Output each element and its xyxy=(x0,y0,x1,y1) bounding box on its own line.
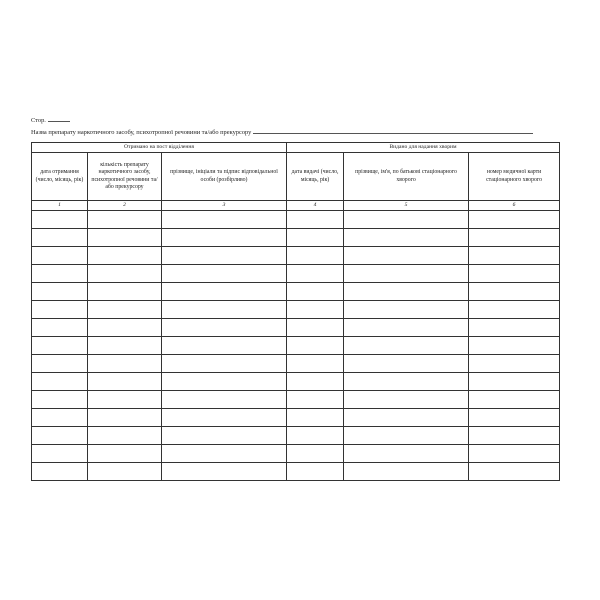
table-cell[interactable] xyxy=(344,427,469,445)
table-cell[interactable] xyxy=(469,229,560,247)
col-number: 4 xyxy=(287,201,344,211)
group-header-row xyxy=(32,143,560,153)
table-cell[interactable] xyxy=(344,337,469,355)
table-row xyxy=(32,463,560,481)
table-cell[interactable] xyxy=(344,229,469,247)
table-cell[interactable] xyxy=(469,211,560,229)
col-header-quantity: кількість препарату наркотичного засобу, психотропної речовини та/або прекурсору xyxy=(88,153,162,201)
table-cell[interactable] xyxy=(344,409,469,427)
table-row xyxy=(32,229,560,247)
col-header-medical-card-number: номер медичної карти стаціонарного хворого xyxy=(469,153,560,201)
table-cell[interactable] xyxy=(469,391,560,409)
drug-name-label: Назва препарату наркотичного засобу, психотропної речовини та/або прекурсору xyxy=(31,129,252,136)
table-cell[interactable] xyxy=(344,463,469,481)
table-row xyxy=(32,319,560,337)
table-cell[interactable] xyxy=(162,229,287,247)
table-cell[interactable] xyxy=(88,229,162,247)
table-cell[interactable] xyxy=(469,337,560,355)
group-received-header: Отримано на пост відділення xyxy=(32,143,287,153)
table-cell[interactable] xyxy=(88,283,162,301)
table-cell[interactable] xyxy=(287,265,344,283)
table-cell[interactable] xyxy=(162,301,287,319)
table-row xyxy=(32,211,560,229)
table-cell[interactable] xyxy=(88,337,162,355)
table-cell[interactable] xyxy=(344,301,469,319)
drug-register-table xyxy=(31,142,560,481)
table-cell[interactable] xyxy=(469,463,560,481)
col-header-responsible-person: прізвище, ініціали та підпис відповідальної особи (розбірливо) xyxy=(162,153,287,201)
col-header-issue-date: дата видачі (число, місяць, рік) xyxy=(287,153,344,201)
table-cell[interactable] xyxy=(32,463,88,481)
table-cell[interactable] xyxy=(32,427,88,445)
table-cell[interactable] xyxy=(88,373,162,391)
col-number: 6 xyxy=(469,201,560,211)
drug-name-field[interactable] xyxy=(253,128,533,134)
table-cell[interactable] xyxy=(88,391,162,409)
table-cell[interactable] xyxy=(162,337,287,355)
table-row xyxy=(32,283,560,301)
table-cell[interactable] xyxy=(344,211,469,229)
table-cell[interactable] xyxy=(32,409,88,427)
table-cell[interactable] xyxy=(88,463,162,481)
drug-name-line xyxy=(31,128,533,136)
table-cell[interactable] xyxy=(162,247,287,265)
table-cell[interactable] xyxy=(344,265,469,283)
table-cell[interactable] xyxy=(287,445,344,463)
table-cell[interactable] xyxy=(88,409,162,427)
table-cell[interactable] xyxy=(162,355,287,373)
table-cell[interactable] xyxy=(287,301,344,319)
table-cell[interactable] xyxy=(162,373,287,391)
table-cell[interactable] xyxy=(88,355,162,373)
page-number-field[interactable] xyxy=(48,116,70,122)
table-cell[interactable] xyxy=(469,319,560,337)
table-row xyxy=(32,247,560,265)
col-header-patient-name: прізвище, ім'я, по батькові стаціонарного хворого xyxy=(344,153,469,201)
table-cell[interactable] xyxy=(32,229,88,247)
table-cell[interactable] xyxy=(162,283,287,301)
table-cell[interactable] xyxy=(88,445,162,463)
table-row xyxy=(32,355,560,373)
table-cell[interactable] xyxy=(344,283,469,301)
column-number-row xyxy=(32,201,560,211)
table-cell[interactable] xyxy=(162,319,287,337)
table-cell[interactable] xyxy=(344,355,469,373)
table-cell[interactable] xyxy=(32,391,88,409)
table-cell[interactable] xyxy=(287,283,344,301)
table-cell[interactable] xyxy=(344,319,469,337)
table-row xyxy=(32,409,560,427)
table-cell[interactable] xyxy=(287,319,344,337)
table-cell[interactable] xyxy=(469,427,560,445)
table-cell[interactable] xyxy=(162,391,287,409)
table-cell[interactable] xyxy=(344,373,469,391)
col-header-receipt-date: дата отримання (число, місяць, рік) xyxy=(32,153,88,201)
table-cell[interactable] xyxy=(32,373,88,391)
table-cell[interactable] xyxy=(88,427,162,445)
table-cell[interactable] xyxy=(287,391,344,409)
col-number: 1 xyxy=(32,201,88,211)
group-issued-header: Видано для надання хворим xyxy=(287,143,560,153)
table-cell[interactable] xyxy=(88,301,162,319)
table-cell[interactable] xyxy=(344,247,469,265)
table-cell[interactable] xyxy=(469,283,560,301)
table-row xyxy=(32,445,560,463)
table-cell[interactable] xyxy=(32,301,88,319)
table-cell[interactable] xyxy=(287,211,344,229)
col-number: 3 xyxy=(162,201,287,211)
table-row xyxy=(32,265,560,283)
table-cell[interactable] xyxy=(469,445,560,463)
register-body xyxy=(32,211,560,481)
table-cell[interactable] xyxy=(32,265,88,283)
page-number-line xyxy=(31,116,70,124)
table-cell[interactable] xyxy=(287,355,344,373)
table-cell[interactable] xyxy=(287,247,344,265)
table-cell[interactable] xyxy=(287,373,344,391)
table-cell[interactable] xyxy=(162,427,287,445)
table-cell[interactable] xyxy=(32,337,88,355)
table-cell[interactable] xyxy=(469,409,560,427)
table-cell[interactable] xyxy=(162,409,287,427)
table-cell[interactable] xyxy=(469,247,560,265)
table-cell[interactable] xyxy=(287,409,344,427)
table-cell[interactable] xyxy=(469,355,560,373)
table-cell[interactable] xyxy=(287,427,344,445)
table-cell[interactable] xyxy=(162,211,287,229)
table-cell[interactable] xyxy=(88,211,162,229)
table-cell[interactable] xyxy=(88,265,162,283)
table-cell[interactable] xyxy=(469,265,560,283)
table-cell[interactable] xyxy=(32,247,88,265)
table-cell[interactable] xyxy=(469,301,560,319)
table-cell[interactable] xyxy=(469,373,560,391)
table-cell[interactable] xyxy=(162,463,287,481)
table-cell[interactable] xyxy=(32,319,88,337)
table-row xyxy=(32,427,560,445)
table-cell[interactable] xyxy=(287,337,344,355)
table-cell[interactable] xyxy=(32,355,88,373)
table-cell[interactable] xyxy=(287,463,344,481)
table-row xyxy=(32,301,560,319)
table-cell[interactable] xyxy=(32,211,88,229)
table-cell[interactable] xyxy=(88,247,162,265)
table-cell[interactable] xyxy=(32,445,88,463)
table-cell[interactable] xyxy=(344,391,469,409)
col-number: 5 xyxy=(344,201,469,211)
table-row xyxy=(32,337,560,355)
table-cell[interactable] xyxy=(162,265,287,283)
table-cell[interactable] xyxy=(344,445,469,463)
col-number: 2 xyxy=(88,201,162,211)
table-row xyxy=(32,391,560,409)
table-row xyxy=(32,373,560,391)
table-cell[interactable] xyxy=(287,229,344,247)
table-cell[interactable] xyxy=(88,319,162,337)
column-header-row xyxy=(32,153,560,201)
table-cell[interactable] xyxy=(162,445,287,463)
page-number-label: Стор. xyxy=(31,117,46,124)
table-cell[interactable] xyxy=(32,283,88,301)
